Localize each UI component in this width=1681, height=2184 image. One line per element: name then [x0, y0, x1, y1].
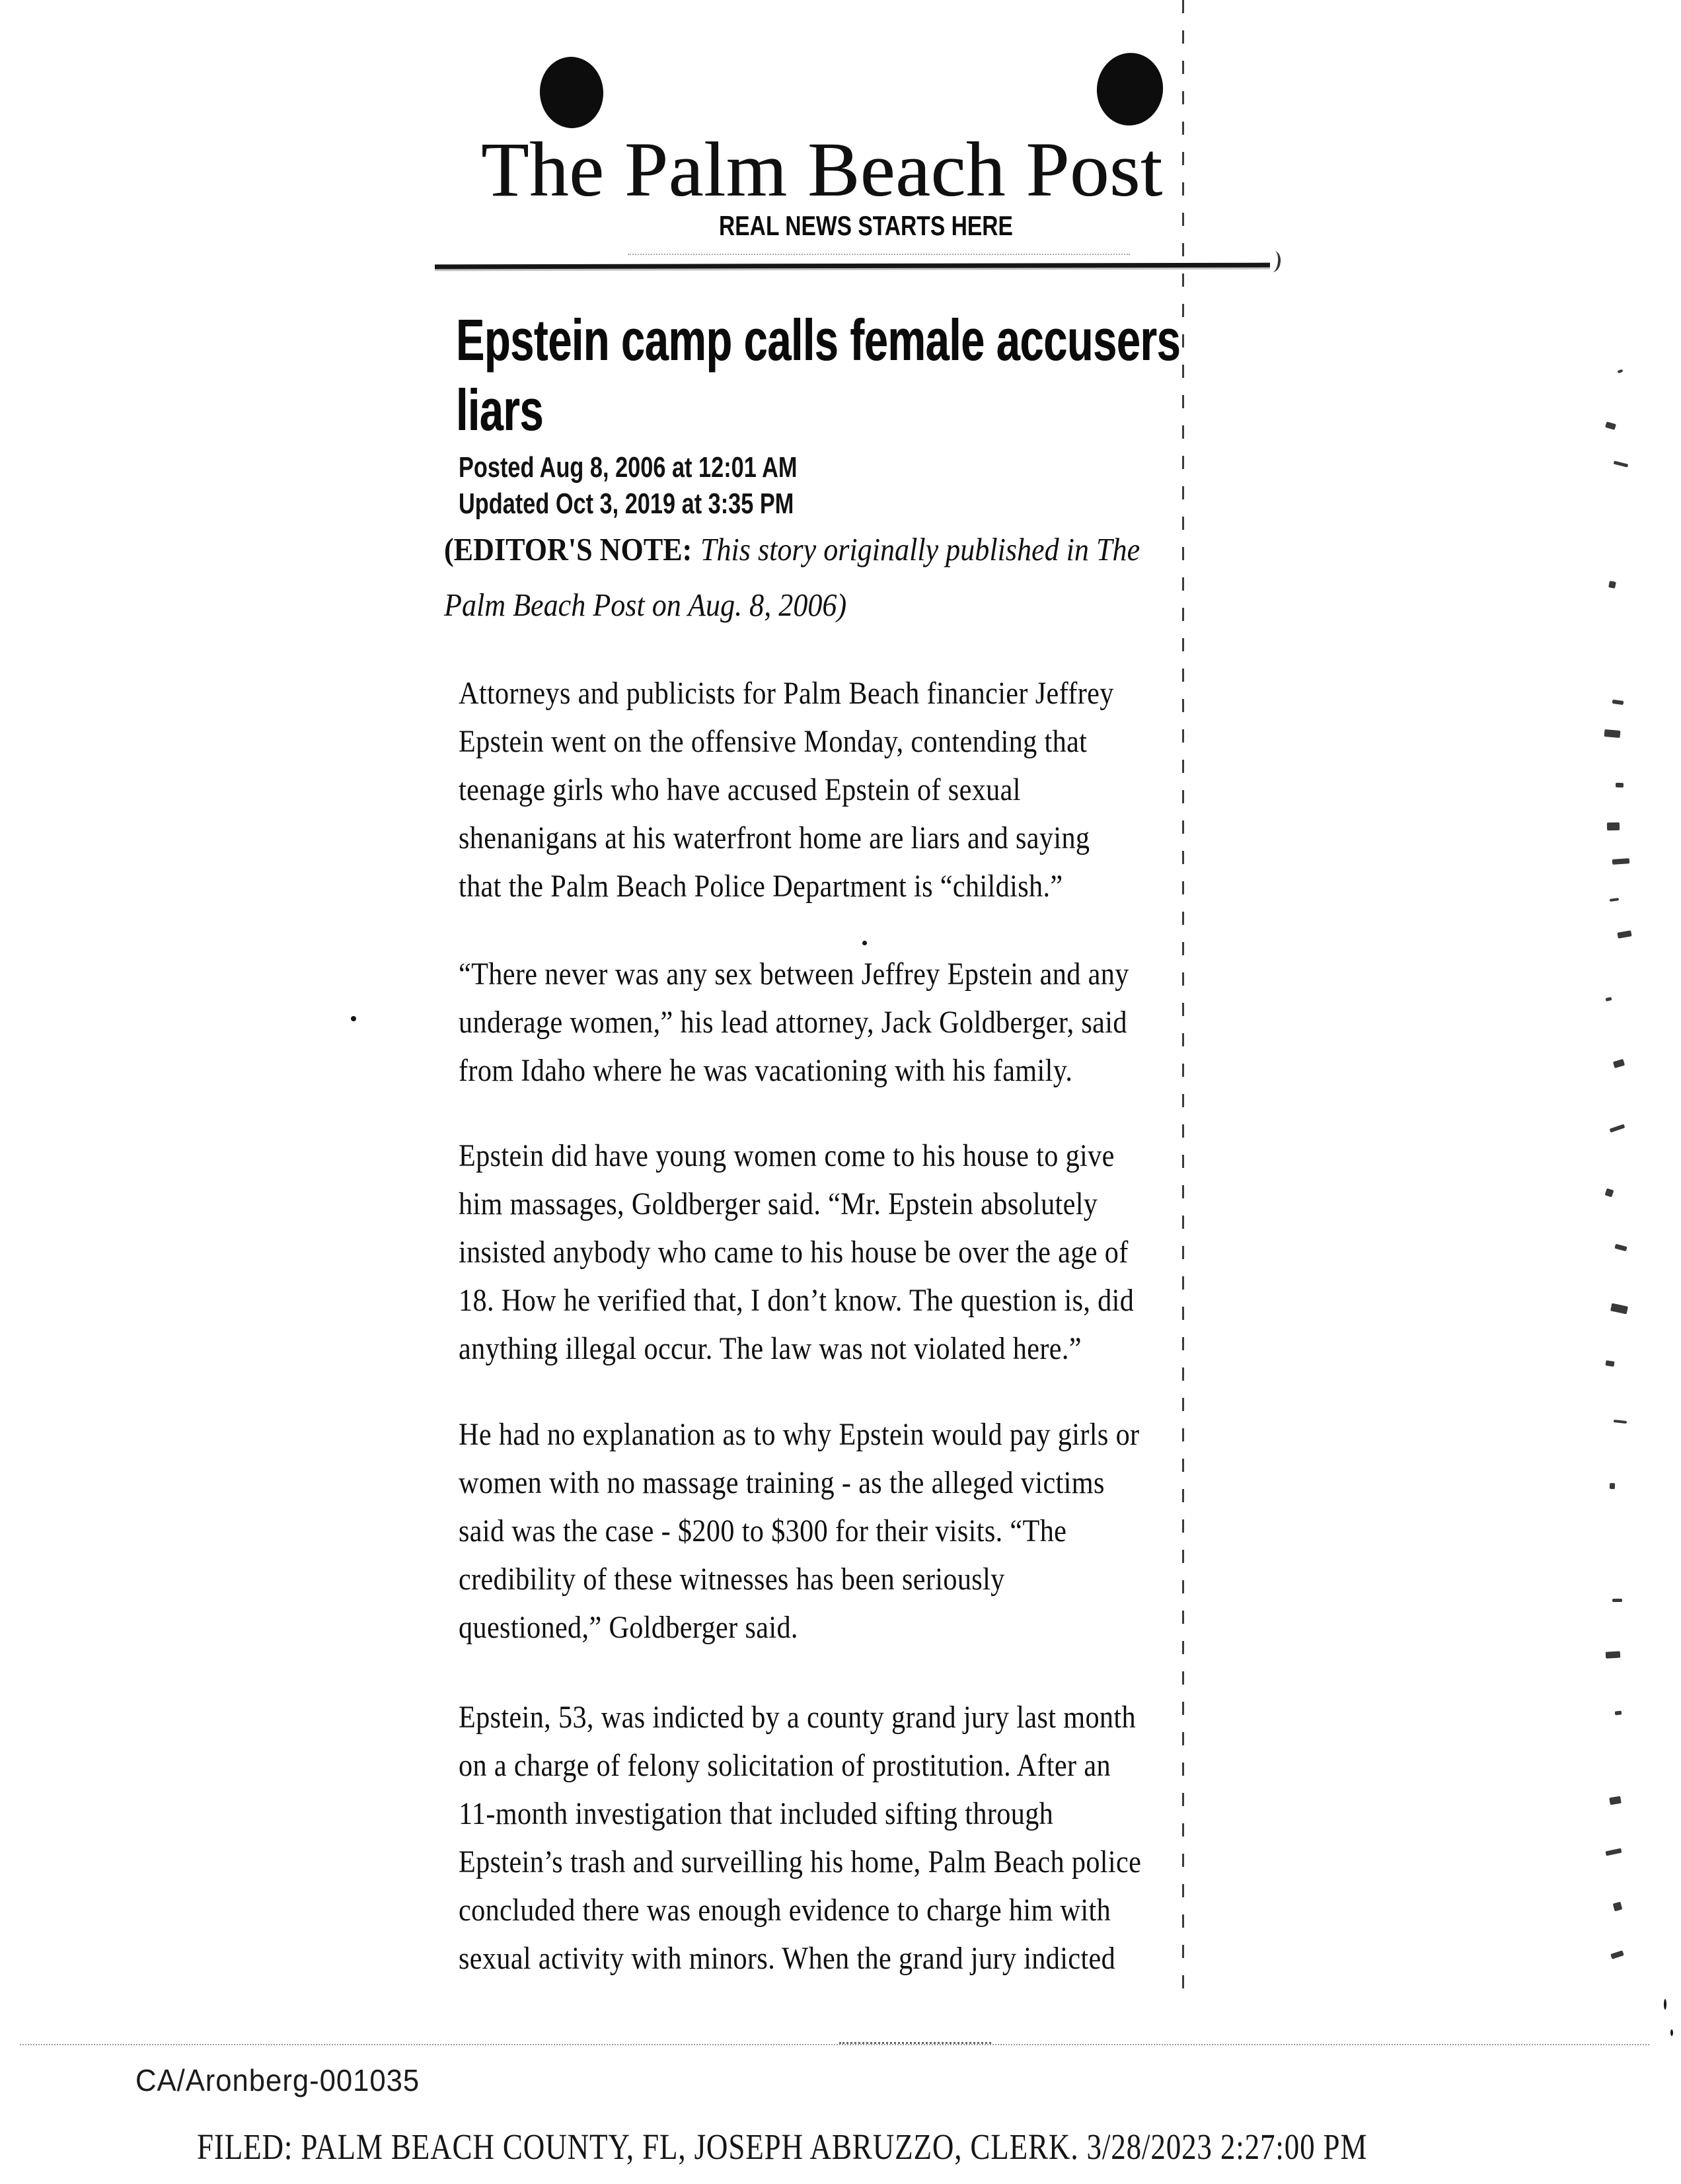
scan-speck: [1614, 1420, 1627, 1424]
bates-number: CA/Aronberg-001035: [135, 2063, 420, 2097]
article-text-line: teenage girls who have accused Epstein of sexual: [459, 772, 1021, 807]
headline-line-2: liars: [456, 377, 544, 443]
scan-speck: [1610, 1124, 1625, 1132]
scan-speck: [1605, 421, 1616, 430]
article-text-line: said was the case - $200 to $300 for their visits. “The: [459, 1513, 1067, 1548]
article-text-line: Epstein, 53, was indicted by a county grand jury last month: [459, 1700, 1136, 1735]
scan-speck: [1605, 1360, 1614, 1367]
scan-speck: [1618, 369, 1624, 373]
dateline: [459, 449, 797, 522]
filed-stamp: FILED: PALM BEACH COUNTY, FL, JOSEPH ABRUZZO, CLERK. 3/28/2023 2:27:00 PM: [197, 2127, 1368, 2167]
article-text-line: concluded there was enough evidence to charge him with: [459, 1893, 1111, 1928]
masthead-rule-tail: [1267, 250, 1281, 273]
scan-noise-line-bottom: [20, 2044, 1649, 2045]
editors-note-text: This story originally published in The: [700, 531, 1140, 567]
article-text-line: sexual activity with minors. When the grand jury indicted: [459, 1941, 1116, 1976]
scan-speck: [351, 1016, 356, 1021]
scan-noise-line-bottom-dark: [839, 2042, 991, 2044]
article-paragraph: [459, 669, 1203, 910]
editors-note: [444, 522, 1140, 633]
scan-speck: [1612, 858, 1629, 865]
article-text-line: 18. How he verified that, I don’t know. The question is, did: [459, 1283, 1135, 1318]
article-text-line: that the Palm Beach Police Department is “childish.”: [459, 869, 1063, 904]
scan-speck: [1609, 1796, 1622, 1805]
scan-speck: [862, 941, 867, 945]
scan-speck: [1614, 460, 1629, 467]
article-text-line: He had no explanation as to why Epstein would pay girls or: [459, 1417, 1140, 1452]
editors-note-line-1: [444, 522, 1140, 577]
article-paragraph: [459, 1132, 1226, 1373]
article-text-line: women with no massage training - as the alleged victims: [459, 1465, 1105, 1500]
masthead-rule: [435, 263, 1270, 270]
scan-speck: [1612, 1599, 1622, 1602]
article-text-line: anything illegal occur. The law was not violated here.”: [459, 1331, 1082, 1366]
scan-speck: [1608, 581, 1616, 589]
article-paragraph: [459, 950, 1220, 1095]
editors-note-line-2: Palm Beach Post on Aug. 8, 2006): [444, 587, 847, 623]
article-text-line: Attorneys and publicists for Palm Beach financier Jeffrey: [459, 676, 1114, 711]
newspaper-tagline: REAL NEWS STARTS HERE: [719, 210, 1013, 241]
hole-punch-dot-right: [1093, 49, 1168, 129]
editors-note-label: (EDITOR'S NOTE:: [444, 531, 692, 567]
scan-speck: [1614, 1244, 1627, 1251]
article-paragraph: [459, 1693, 1234, 1983]
article-text-line: Epstein went on the offensive Monday, contending that: [459, 724, 1088, 759]
article-paragraph: [459, 1410, 1232, 1652]
headline: [456, 305, 1180, 445]
hole-punch-dot-left: [537, 55, 605, 130]
article-text-line: on a charge of felony solicitation of prostitution. After an: [459, 1748, 1111, 1783]
article-text-line: underage women,” his lead attorney, Jack Goldberger, said: [459, 1005, 1127, 1040]
article-text-line: credibility of these witnesses has been seriously: [459, 1562, 1005, 1597]
scan-speck: [1604, 729, 1621, 738]
headline-line-1: Epstein camp calls female accusers: [456, 307, 1181, 373]
article-text-line: from Idaho where he was vacationing with his family.: [459, 1053, 1073, 1088]
article-text-line: 11-month investigation that included sifting through: [459, 1796, 1054, 1831]
scan-speck: [1607, 822, 1620, 830]
article-text-line: insisted anybody who came to his house be over the age of: [459, 1235, 1129, 1270]
article-text-line: Epstein’s trash and surveilling his home, Palm Beach police: [459, 1844, 1142, 1879]
scan-noise-line-top: [628, 254, 1130, 255]
scan-speck: [1615, 1710, 1622, 1715]
scan-speck: [1613, 1059, 1625, 1068]
scan-speck: [1616, 783, 1624, 787]
scan-speck: [1610, 1303, 1628, 1315]
scan-speck: [1670, 2029, 1673, 2036]
scan-speck: [1605, 1188, 1614, 1198]
posted-date: Posted Aug 8, 2006 at 12:01 AM: [459, 451, 798, 484]
scan-speck: [1617, 930, 1631, 939]
scan-speck: [1664, 1999, 1666, 2010]
scan-speck: [1612, 700, 1624, 705]
article-text-line: shenanigans at his waterfront home are liars and saying: [459, 820, 1090, 855]
article-text-line: “There never was any sex between Jeffrey Epstein and any: [459, 957, 1129, 992]
scan-speck: [1606, 997, 1612, 1001]
newspaper-title: The Palm Beach Post: [481, 126, 1163, 213]
scan-speck: [1610, 1483, 1615, 1489]
scan-speck: [1610, 1950, 1624, 1959]
article-text-line: him massages, Goldberger said. “Mr. Epstein absolutely: [459, 1186, 1098, 1221]
scan-speck: [1606, 1848, 1622, 1856]
article-text-line: questioned,” Goldberger said.: [459, 1610, 798, 1645]
updated-date: Updated Oct 3, 2019 at 3:35 PM: [459, 488, 794, 520]
scan-speck: [1613, 1902, 1623, 1912]
article-text-line: Epstein did have young women come to his house to give: [459, 1138, 1115, 1173]
scan-speck: [1606, 1651, 1620, 1658]
scan-speck: [1610, 898, 1619, 902]
